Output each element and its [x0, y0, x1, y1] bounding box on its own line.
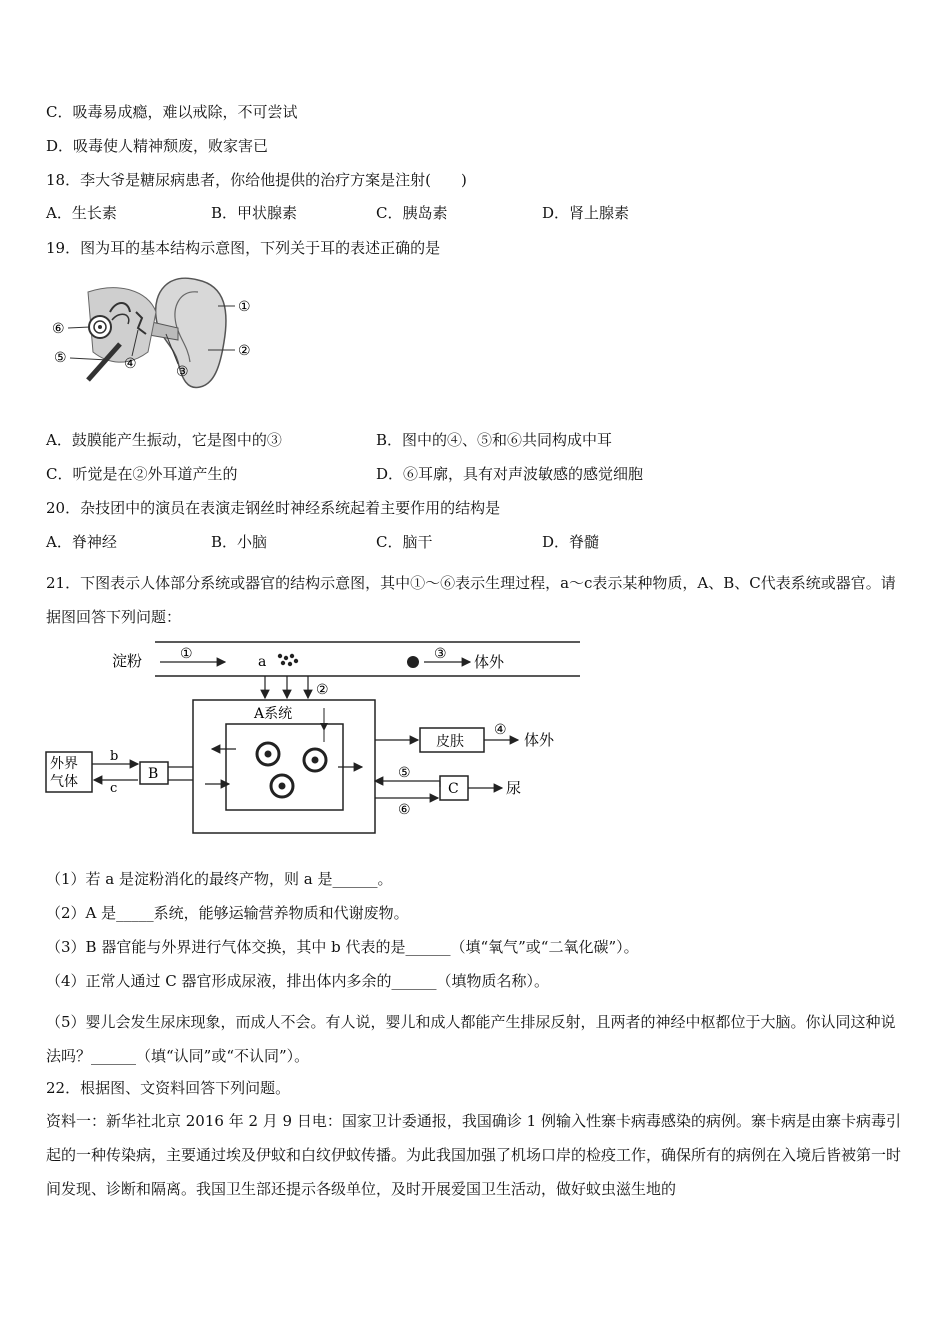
ear-label-5: ⑤	[54, 350, 67, 366]
q18-option-d: D．肾上腺素	[542, 204, 630, 222]
substance-b-label: b	[110, 749, 119, 764]
q18-option-b: B．甲状腺素	[211, 204, 298, 222]
process-5-label: ⑤	[398, 765, 411, 781]
outside-air-line1: 外界	[50, 756, 78, 772]
starch-label: 淀粉	[112, 652, 143, 670]
substance-a-label: a	[258, 654, 267, 670]
nutrient-dots	[278, 654, 298, 666]
feces-dot	[407, 656, 419, 668]
q21-sub4: （4）正常人通过 C 器官形成尿液，排出体内多余的______（填物质名称）。	[46, 972, 550, 990]
q20-option-d: D．脊髓	[542, 533, 600, 551]
q19-option-a: A．鼓膜能产生振动，它是图中的③	[46, 431, 282, 449]
q19-option-b: B．图中的④、⑤和⑥共同构成中耳	[376, 431, 613, 449]
outside-label-1: 体外	[474, 653, 505, 671]
urine-label: 尿	[506, 779, 522, 797]
q19-option-c: C．听觉是在②外耳道产生的	[46, 465, 238, 483]
q21-sub5: （5）婴儿会发生尿床现象，而成人不会。有人说，婴儿和成人都能产生排尿反射，且两者的神经中枢都位于大脑。你认同这种说法吗？______（填“认同”或“不认同”）。	[46, 1013, 896, 1065]
system-a-label: A系统	[254, 706, 293, 722]
outside-label-2: 体外	[524, 731, 555, 749]
q20-option-c: C．脑干	[376, 533, 433, 551]
outside-air-line2: 气体	[50, 774, 78, 790]
q18-option-c: C．胰岛素	[376, 204, 448, 222]
body-systems-figure	[40, 636, 580, 841]
q22-stem: 22．根据图、文资料回答下列问题。	[46, 1079, 291, 1097]
ear-label-1: ①	[238, 299, 251, 315]
q17-option-d: D．吸毒使人精神颓废，败家害已	[46, 137, 269, 155]
organ-c-label: C	[448, 781, 459, 797]
q20-option-a: A．脊神经	[46, 533, 117, 551]
q22-material: 资料一：新华社北京 2016 年 2 月 9 日电：国家卫计委通报，我国确诊 1 例输入性寨卡病毒感染的病例。寨卡病是由寨卡病毒引起的一种传染病，主要通过埃及伊蚊和白纹伊蚊传播。为此我国加强了机场口岸的检疫工作，确保所有的病例在入境后皆被第一时间发现、诊断和隔离。我国卫生部还提示各级单位，及时开展爱国卫生活动，做好蚊虫滋生地的	[46, 1112, 902, 1198]
q21-stem: 21．下图表示人体部分系统或器官的结构示意图，其中①～⑥表示生理过程，a～c表示某种物质，A、B、C代表系统或器官。请据图回答下列问题：	[46, 574, 896, 626]
ear-label-6: ⑥	[52, 321, 65, 337]
q19-option-d: D．⑥耳廓，具有对声波敏感的感觉细胞	[376, 465, 644, 483]
q19-stem: 19．图为耳的基本结构示意图，下列关于耳的表述正确的是	[46, 239, 441, 257]
process-6-label: ⑥	[398, 802, 411, 818]
organ-b-label: B	[148, 766, 159, 782]
q18-option-a: A．生长素	[46, 204, 117, 222]
q18-stem: 18．李大爷是糖尿病患者，你给他提供的治疗方案是注射( )	[46, 171, 467, 189]
ear-label-4: ④	[124, 356, 137, 372]
process-3-label: ③	[434, 646, 447, 662]
q21-sub1: （1）若 a 是淀粉消化的最终产物，则 a 是______。	[46, 870, 393, 888]
q17-option-c: C．吸毒易成瘾，难以戒除，不可尝试	[46, 103, 298, 121]
ear-structure-figure	[48, 272, 268, 402]
cells	[257, 743, 326, 797]
process-2-label: ②	[316, 682, 329, 698]
substance-c-label: c	[110, 781, 118, 796]
q20-stem: 20．杂技团中的演员在表演走钢丝时神经系统起着主要作用的结构是	[46, 499, 501, 517]
skin-label: 皮肤	[436, 734, 464, 750]
ear-label-3: ③	[176, 364, 189, 380]
q20-option-b: B．小脑	[211, 533, 268, 551]
ear-label-2: ②	[238, 343, 251, 359]
process-4-label: ④	[494, 722, 507, 738]
q21-sub2: （2）A 是_____系统，能够运输营养物质和代谢废物。	[46, 904, 409, 922]
process-1-label: ①	[180, 646, 193, 662]
q21-sub3: （3）B 器官能与外界进行气体交换，其中 b 代表的是______（填“氧气”或“二氧化碳”）。	[46, 938, 639, 956]
